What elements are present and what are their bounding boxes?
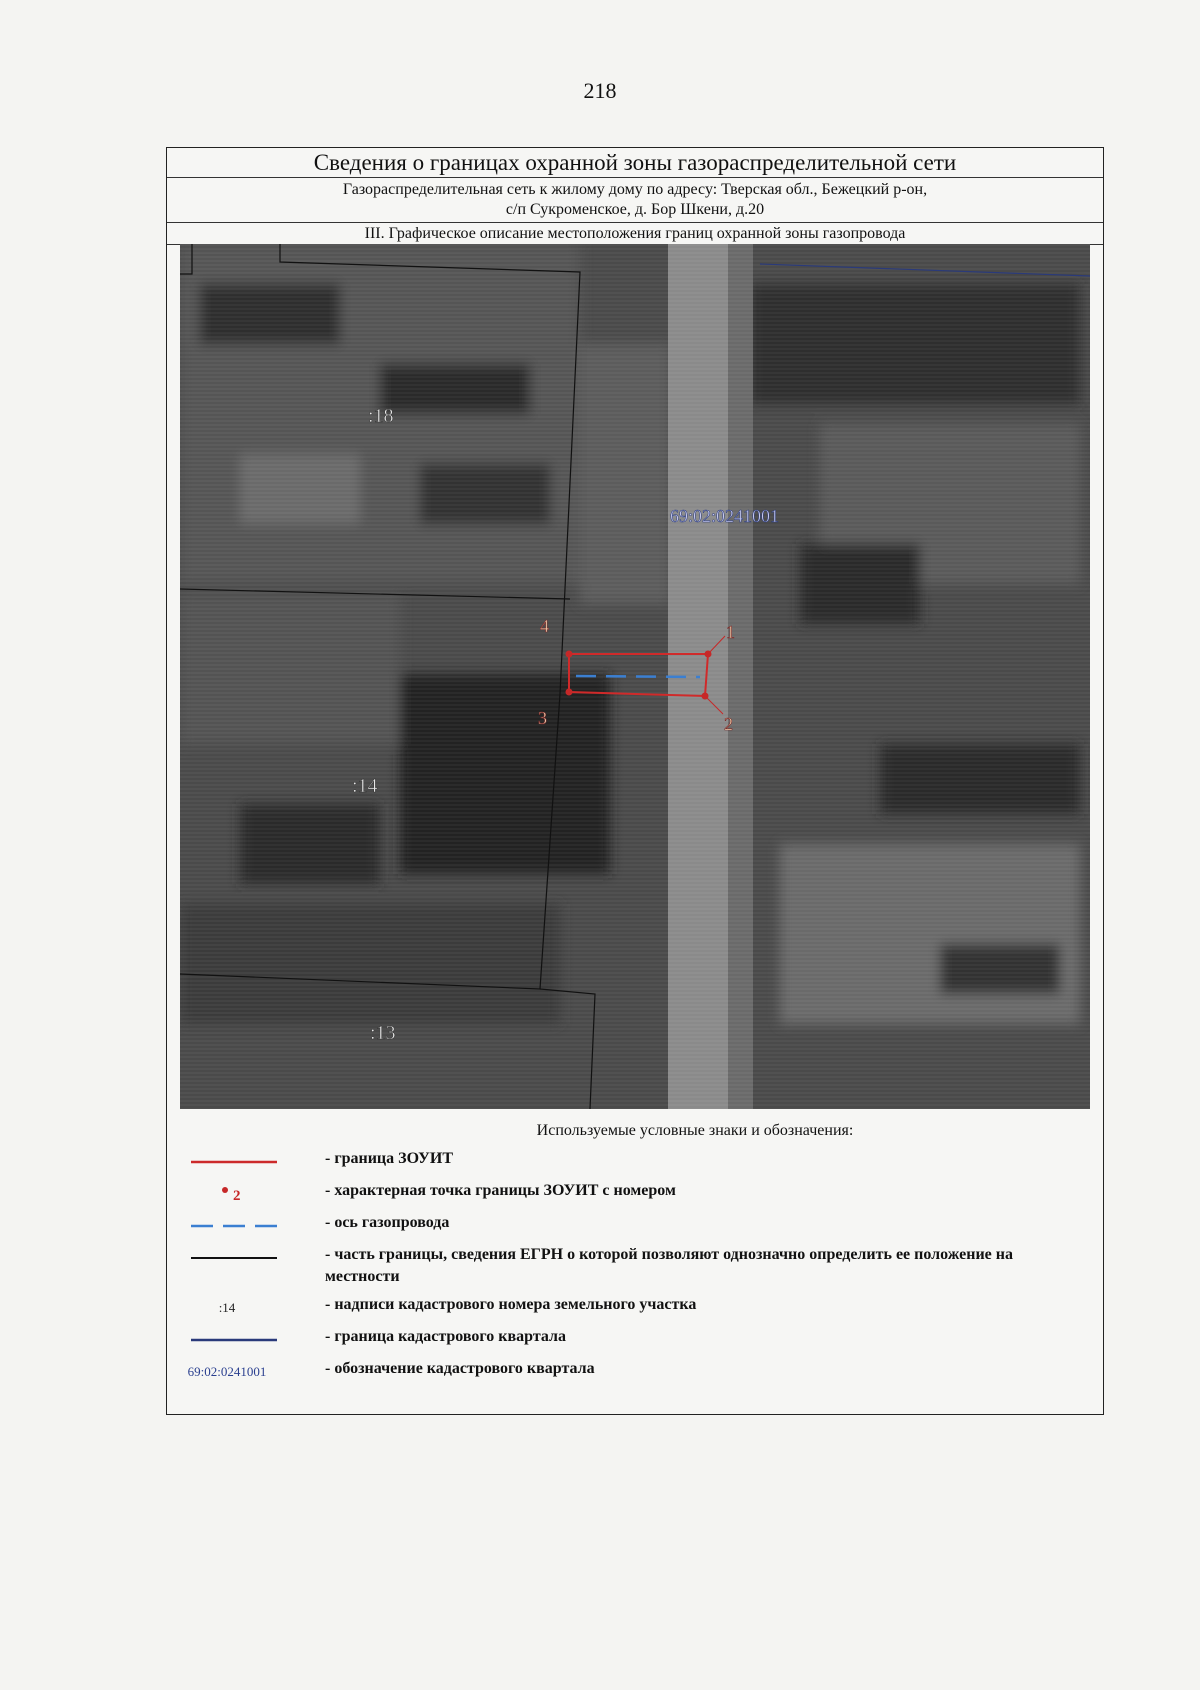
legend-item-quarter-label: 69:02:0241001 - обозначение кадастрового квартала (167, 1354, 1103, 1386)
section-heading: III. Графическое описание местоположения границ охранной зоны газопровода (167, 223, 1103, 245)
boundary-point-4[interactable] (566, 651, 573, 658)
pipeline-axis[interactable] (576, 676, 700, 677)
quarter-label: 69:02:0241001 (670, 506, 780, 526)
parcel-label-13: :13 (370, 1022, 396, 1044)
legend-title: Используемые условные знаки и обозначения: (536, 1122, 854, 1139)
legend-item-boundary-point: 2 - характерная точка границы ЗОУИТ с номером (167, 1176, 1103, 1208)
boundary-point-3[interactable] (566, 689, 573, 696)
legend-item-quarter-boundary: - граница кадастрового квартала (167, 1322, 1103, 1354)
address-block (167, 178, 1103, 223)
map-view[interactable] (180, 244, 1090, 1109)
parcel-label-18: :18 (368, 405, 394, 427)
document-title: Сведения о границах охранной зоны газораспределительной сети (167, 148, 1103, 178)
quarter-label-symbol: 69:02:0241001 (187, 1364, 267, 1379)
point-label-2: 2 (724, 714, 733, 734)
point-label-4: 4 (540, 616, 549, 636)
point-label-1: 1 (726, 622, 735, 642)
svg-text:2: 2 (233, 1188, 241, 1204)
map-canvas (180, 244, 1090, 1109)
legend-item-parcel-label: :14 - надписи кадастрового номера земельного участка (167, 1290, 1103, 1322)
info-frame (166, 147, 1104, 1415)
address-line-2: с/п Сукроменское, д. Бор Шкени, д.20 (505, 201, 765, 218)
page-number: 218 (583, 78, 617, 103)
blue-dashed-line-symbol (177, 1216, 277, 1236)
parcel-label-14: :14 (352, 775, 378, 797)
legend-item-pipeline-axis: - ось газопровода (167, 1208, 1103, 1240)
parcel-label-symbol: :14 (218, 1300, 236, 1315)
address-line-1: Газораспределительная сеть к жилому дому по адресу: Тверская обл., Бежецкий р-он, (342, 181, 928, 198)
legend-item-zone-boundary: - граница ЗОУИТ (167, 1144, 1103, 1176)
red-point-symbol (177, 1184, 277, 1204)
black-line-symbol (177, 1248, 277, 1268)
point-label-3: 3 (538, 708, 547, 728)
red-line-symbol (177, 1152, 277, 1172)
legend-item-egrn-boundary: - часть границы, сведения ЕГРН о которой позволяют однозначно определить ее положение на местности (167, 1240, 1103, 1290)
navy-line-symbol (177, 1330, 277, 1350)
legend (167, 1118, 1103, 1386)
